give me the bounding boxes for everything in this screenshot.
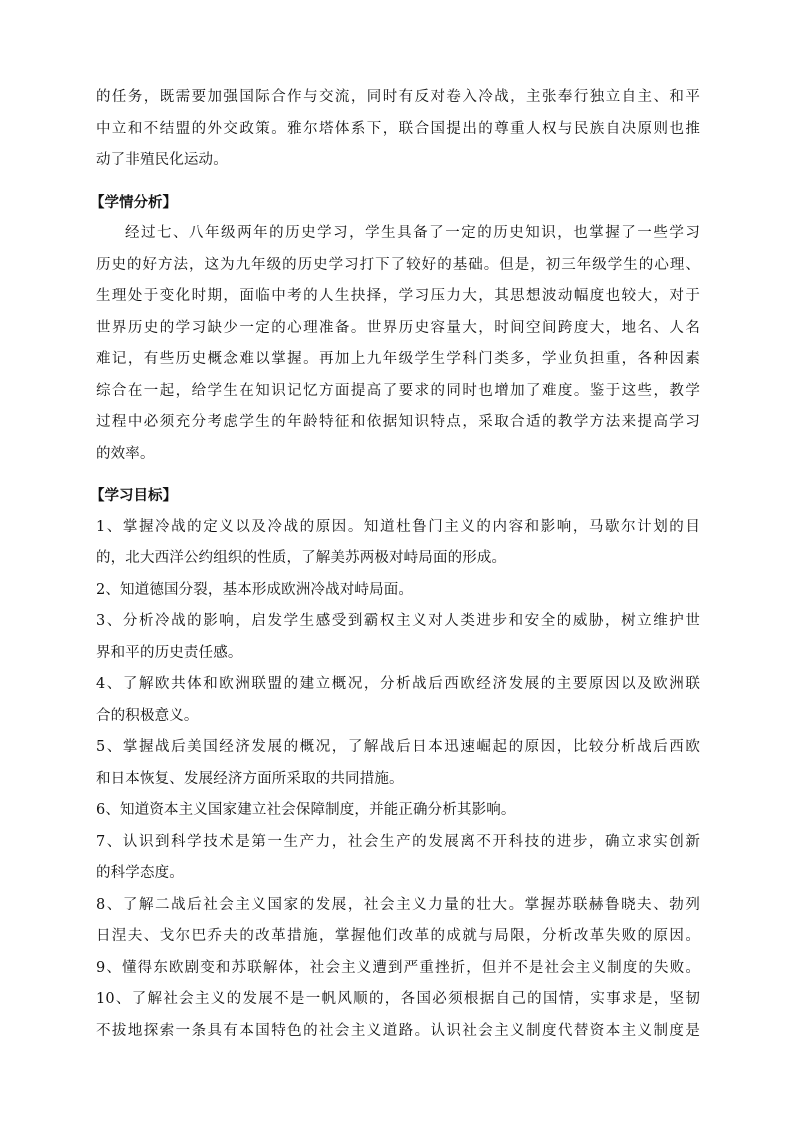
objective-line: 和日本恢复、发展经济方面所采取的共同措施。 — [96, 770, 404, 787]
objective-line: 的，北大西洋公约组织的性质，了解美苏两极对峙局面的形成。 — [96, 550, 507, 566]
objective-line: 日涅夫、戈尔巴乔夫的改革措施，掌握他们改革的成就与局限，分析改革失败的原因。 — [96, 928, 700, 944]
objective-line: 3、分析冷战的影响，启发学生感受到霸权主义对人类进步和安全的威胁，树立维护世 — [96, 613, 700, 629]
objective-line: 4、了解欧共体和欧洲联盟的建立概况，分析战后西欧经济发展的主要原因以及欧洲联 — [96, 676, 700, 692]
objective-line: 1、掌握冷战的定义以及冷战的原因。知道杜鲁门主义的内容和影响，马歇尔计划的目 — [96, 518, 700, 535]
analysis-section — [90, 187, 700, 471]
objective-line: 6、知道资本主义国家建立社会保障制度，并能正确分析其影响。 — [96, 802, 516, 818]
paragraph-line: 经过七、八年级两年的历史学习，学生具备了一定的历史知识，也掌握了一些学习 — [125, 225, 700, 241]
paragraph-line: 动了非殖民化运动。 — [96, 152, 228, 168]
objective-line: 9、懂得东欧剧变和苏联解体，社会主义遭到严重挫折，但并不是社会主义制度的失败。 — [96, 959, 700, 976]
objective-line: 5、掌握战后美国经济发展的概况，了解战后日本迅速崛起的原因，比较分析战后西欧 — [96, 739, 700, 755]
paragraph-line: 的任务，既需要加强国际合作与交流，同时有反对卷入冷战，主张奉行独立自主、和平 — [96, 89, 700, 105]
objective-line: 8、了解二战后社会主义国家的发展，社会主义力量的壮大。掌握苏联赫鲁晓夫、勃列 — [96, 896, 700, 913]
section-heading-objectives: 【学习目标】 — [90, 487, 177, 504]
objective-line: 合的积极意义。 — [96, 707, 199, 724]
document-page — [90, 82, 700, 1047]
paragraph-line: 过程中必须充分考虑学生的年龄特征和依据知识特点，采取合适的教学方法来提高学习 — [96, 414, 700, 430]
paragraph-line: 综合在一起，给学生在知识记忆方面提高了要求的同时也增加了难度。鉴于这些，教学 — [96, 382, 700, 399]
paragraph-line: 历史的好方法，这为九年级的历史学习打下了较好的基础。但是，初三年级学生的心理、 — [96, 256, 700, 273]
objective-line: 的科学态度。 — [96, 865, 184, 881]
objective-line: 7、认识到科学技术是第一生产力，社会生产的发展离不开科技的进步，确立求实创新 — [96, 833, 700, 850]
objective-line: 10、了解社会主义的发展不是一帆风顺的，各国必须根据自己的国情，实事求是，坚韧 — [96, 991, 700, 1007]
section-heading-analysis: 【学情分析】 — [90, 193, 177, 211]
paragraph-line: 世界历史的学习缺少一定的心理准备。世界历史容量大，时间空间跨度大，地名、人名 — [96, 319, 700, 336]
objective-line: 界和平的历史责任感。 — [96, 644, 243, 661]
paragraph-line: 生理处于变化时期，面临中考的人生抉择，学习压力大，其思想波动幅度也较大，对于 — [96, 288, 700, 304]
objective-line: 2、知道德国分裂，基本形成欧洲冷战对峙局面。 — [96, 581, 414, 598]
paragraph-line: 难记，有些历史概念难以掌握。再加上九年级学生学科门类多，学业负担重，各种因素 — [96, 351, 700, 367]
paragraph-line: 中立和不结盟的外交政策。雅尔塔体系下，联合国提出的尊重人权与民族自决原则也推 — [96, 120, 700, 137]
objectives-section — [90, 480, 700, 1047]
intro-paragraph — [96, 82, 700, 177]
paragraph-line: 的效率。 — [96, 445, 155, 462]
objective-line: 不拔地探索一条具有本国特色的社会主义道路。认识社会主义制度代替资本主义制度是 — [96, 1022, 700, 1039]
